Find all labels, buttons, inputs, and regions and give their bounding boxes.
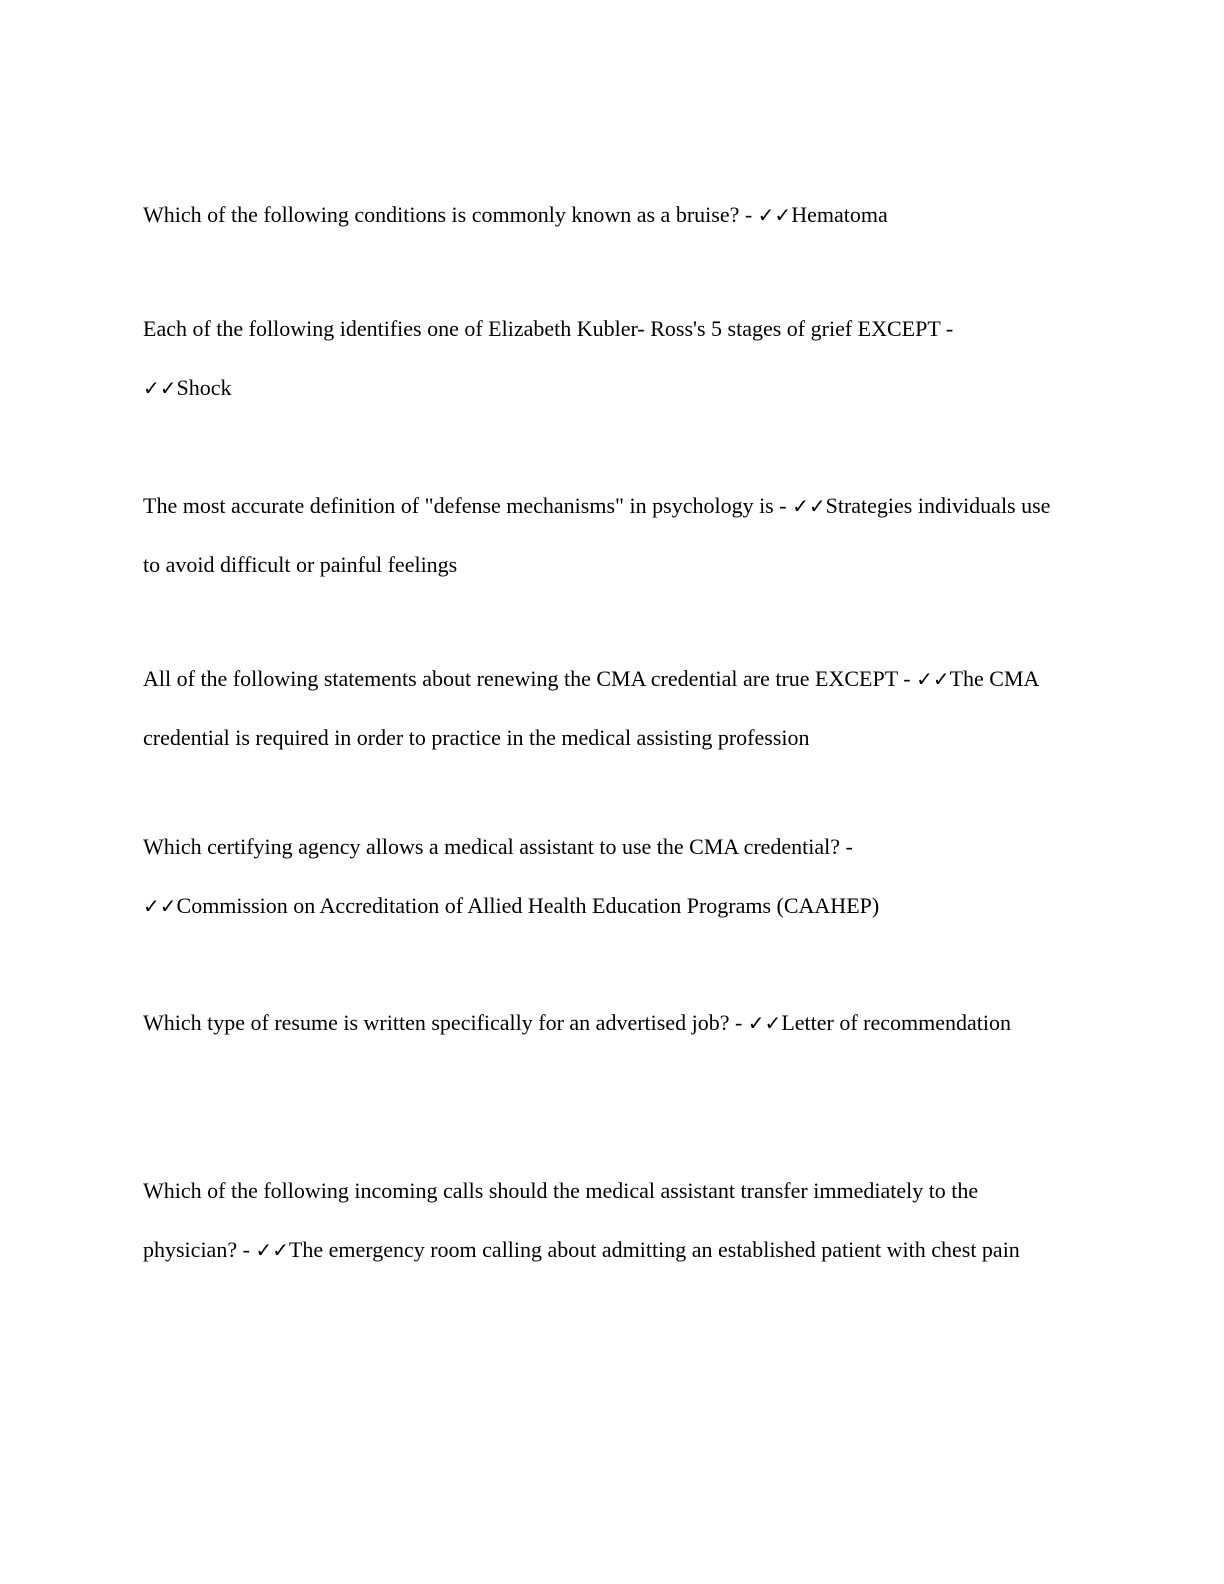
question-text: Which of the following incoming calls should the medical assistant transfer immediately to the physician? - [143,1178,979,1262]
answer-text: The CMA credential is required in order to practice in the medical assisting profession [143,666,1039,750]
answer-text: Letter of recommendation [781,1010,1011,1035]
qa-item [143,300,1073,417]
double-check-icon: ✓✓ [143,893,177,918]
answer-text: Shock [176,374,232,400]
double-check-icon: ✓✓ [757,203,792,227]
question-text: Each of the following identifies one of Elizabeth Kubler- Ross's 5 stages of grief EXCEPT - [143,316,954,341]
double-check-icon: ✓✓ [255,1237,289,1262]
double-check-icon: ✓✓ [792,494,826,518]
qa-item [143,477,1073,594]
qa-item [143,650,1073,767]
question-text: Which certifying agency allows a medical assistant to use the CMA credential? - [143,834,853,859]
answer-text: Hematoma [791,202,888,227]
answer-text: Commission on Accreditation of Allied Health Education Programs (CAAHEP) [176,892,880,918]
answer-text: The emergency room calling about admitting an established patient with chest pain [288,1236,1020,1262]
qa-item [143,818,1073,935]
double-check-icon: ✓✓ [143,375,177,400]
question-text: Which type of resume is written specifically for an advertised job? - [143,1010,743,1035]
double-check-icon: ✓✓ [747,1011,782,1035]
question-text: Which of the following conditions is commonly known as a bruise? - [143,202,753,227]
qa-item [143,994,1073,1053]
question-text: The most accurate definition of "defense mechanisms" in psychology is - [143,493,787,518]
qa-item [143,186,1073,245]
answer-text: Strategies individuals use to avoid difficult or painful feelings [143,493,1051,577]
double-check-icon: ✓✓ [916,667,950,691]
question-text: All of the following statements about renewing the CMA credential are true EXCEPT - [143,666,911,691]
qa-item [143,1162,1073,1279]
